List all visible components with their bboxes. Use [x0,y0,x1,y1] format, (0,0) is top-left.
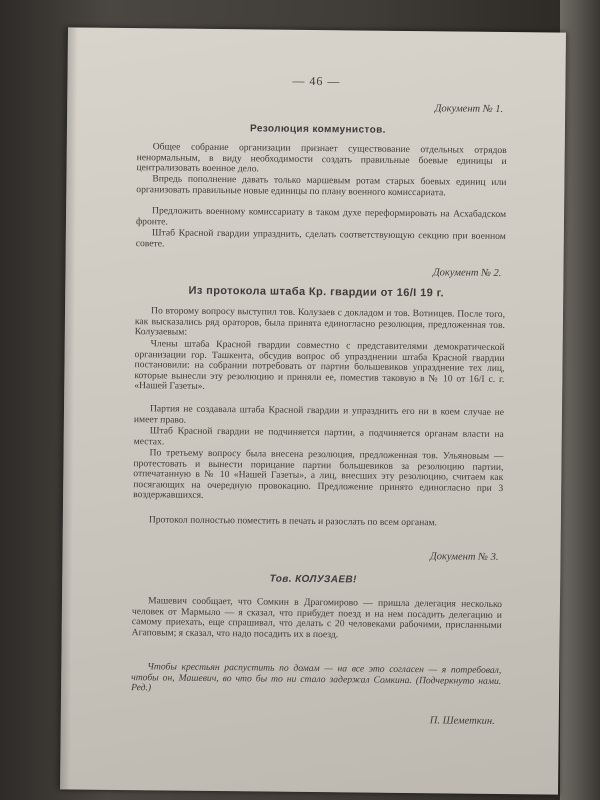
doc2-paragraph-2: Члены штаба Красной гвардии совместно с представителями демократической организации гор. Ташкента, обсудив вопрос об упразднении штаба Красной гвардии постановили: на собрании потребовать от партии большевиков упразднение тех лиц, которые вынесли эту резолюцию и приняли ее, поместив таковую в № 10 от 16/I с. г. «Нашей Газеты». [134,338,505,393]
doc2-paragraph-5: По третьему вопросу была внесена резолюция, предложенная тов. Ульяновым — протестовать и вынести порицание партии большевиков за резолюцию партии, отпечатанную в № 10 «Нашей Газеты», а лиц, внесших эту резолюцию, считаем как посягающих на очередную провокацию. Предложение принято единогласно при 3 воздержавшихся. [133,447,504,502]
doc1-paragraph-3: Предложить военному комиссариату в таком духе переформировать на Асхабадском фронте. [135,205,507,228]
doc1-label: Документ № 1. [434,103,504,115]
doc1-title: Резолюция коммунистов. [249,123,386,136]
doc3-title: Тов. КОЛУЗАЕВ! [269,573,357,586]
doc1-paragraph-1: Общее собрание организации признает существование отдельных отрядов ненормальным, в виду необходимости создать правильные боевые единицы и централизовать военное дело. [136,141,507,175]
doc1-paragraph-2: Впредь пополнение давать только маршевым ротам старых боевых единиц или организовать правильные новые единицы по плану военного комиссариата. [136,173,507,198]
doc2-paragraph-3: Партия не создавала штаба Красной гвардии и упразднить его ни в коем случае не имеет право. [133,403,505,426]
doc3-label: Документ № 3. [430,551,499,563]
doc2-title: Из протокола штаба Кр. гвардии от 16/I 19 г. [188,284,445,300]
page-number: — 46 — [292,73,341,89]
doc2-paragraph-6: Протокол полностью поместить в печать и разослать по всем органам. [148,514,438,529]
doc3-paragraph-1: Машевич сообщает, что Сомкин в Драгомирово — пришла делегация несколько человек от Мармыло — я сказал, что прибудет поезд и на нем посадить делегацию и самому приехать, еще спрашивал, что делать с 20 человеками рабочими, присланными Агаповым; я сказал, что надо посадить их в поезд. [131,595,503,641]
doc3-paragraph-2: Чтобы крестьян распустить по домам — на все это согласен — я потребовал, чтобы он, Машевич, во что бы то ни стало задержал Сомкина. (Подчеркнуто нами. Ред.) [131,661,502,694]
doc3-signature: П. Шеметкин. [429,715,495,727]
doc1-paragraph-4: Штаб Красной гвардии упразднить, сделать соответствующую секцию при военном совете. [135,227,506,250]
doc2-paragraph-4: Штаб Красной гвардии не подчиняется партии, а подчиняется органам власти на местах. [133,425,504,448]
doc2-label: Документ № 2. [432,267,502,279]
doc2-paragraph-1: По второму вопросу выступил тов. Колузаев с докладом и тов. Вотинцев. После того, как высказались ряд ораторов, была принята единогласно резолюция, предложенная тов. Колузаевым: [134,305,506,338]
book-page [60,27,566,794]
adjacent-page-edge [560,0,600,800]
